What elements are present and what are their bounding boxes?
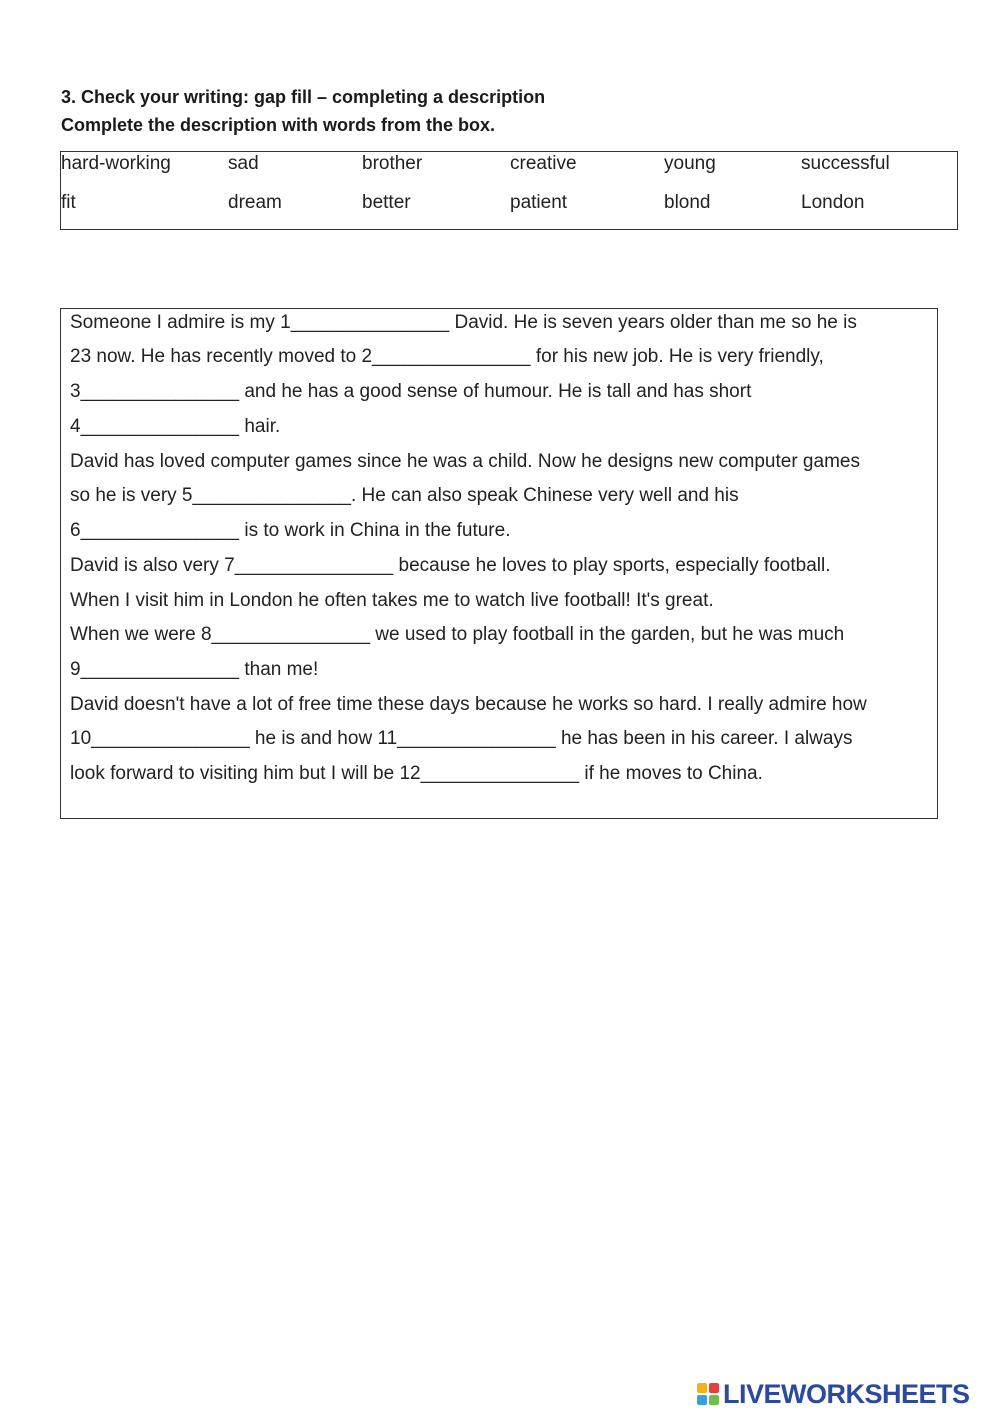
passage-line: David doesn't have a lot of free time these days because he works so hard. I really admire how [70, 694, 867, 715]
passage-line: 6_______________ is to work in China in the future. [70, 520, 511, 541]
passage-line: 23 now. He has recently moved to 2_______________ for his new job. He is very friendly, [70, 346, 824, 367]
word-box-item: creative [510, 153, 577, 174]
passage-line: 3_______________ and he has a good sense of humour. He is tall and has short [70, 381, 752, 402]
word-box-item: blond [664, 192, 711, 213]
word-box [60, 151, 958, 230]
passage-line: 9_______________ than me! [70, 659, 319, 680]
passage-line: When I visit him in London he often takes me to watch live football! It's great. [70, 590, 714, 611]
passage-line: look forward to visiting him but I will be 12_______________ if he moves to China. [70, 763, 763, 784]
word-box-item: patient [510, 192, 568, 213]
exercise-title: 3. Check your writing: gap fill – completing a description [61, 87, 546, 107]
liveworksheets-logo [697, 1376, 970, 1412]
word-box-item: London [801, 192, 865, 213]
word-box-item: successful [801, 153, 890, 174]
description-passage [60, 308, 938, 819]
word-box-item: brother [362, 153, 423, 174]
exercise-instruction: Complete the description with words from the box. [61, 115, 496, 135]
word-box-item: dream [228, 192, 282, 213]
passage-line: When we were 8_______________ we used to play football in the garden, but he was much [70, 624, 845, 645]
passage-line: Someone I admire is my 1_______________ David. He is seven years older than me so he is [70, 312, 857, 333]
passage-line: so he is very 5_______________. He can also speak Chinese very well and his [70, 485, 739, 506]
passage-line: David has loved computer games since he was a child. Now he designs new computer games [70, 451, 860, 472]
word-box-item: sad [228, 153, 259, 174]
logo-square [697, 1395, 707, 1405]
logo-square [697, 1383, 707, 1393]
word-box-item: fit [61, 192, 76, 213]
passage-line: 4_______________ hair. [70, 416, 281, 437]
word-box-item: better [362, 192, 411, 213]
passage-line: David is also very 7_______________ because he loves to play sports, especially football. [70, 555, 831, 576]
liveworksheets-logo-text: LIVEWORKSHEETS [723, 1378, 970, 1409]
logo-square [709, 1383, 719, 1393]
word-box-item: young [664, 153, 716, 174]
passage-line: 10_______________ he is and how 11_______________ he has been in his career. I always [70, 728, 853, 749]
liveworksheets-logo-icon [697, 1383, 719, 1405]
logo-square [709, 1395, 719, 1405]
word-box-item: hard-working [61, 153, 171, 174]
